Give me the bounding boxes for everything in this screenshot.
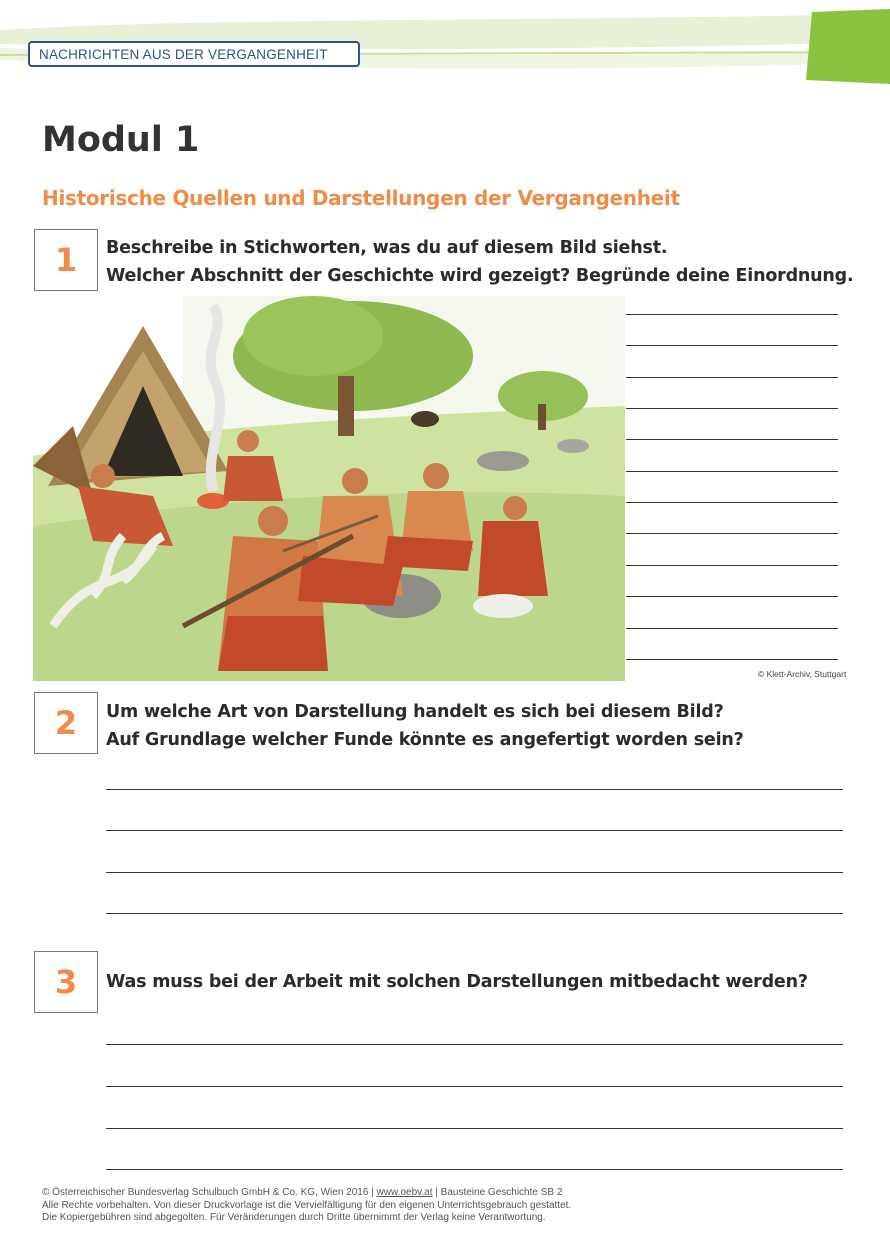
- answer-line[interactable]: [106, 913, 843, 914]
- answer-line[interactable]: [626, 659, 838, 660]
- page-title: Modul 1: [42, 120, 200, 160]
- footer-line-2: Alle Rechte vorbehalten. Von dieser Druckvorlage ist die Vervielfältigung für den eigenen Unterrichtsgebrauch gestattet.: [42, 1199, 572, 1211]
- answer-line[interactable]: [626, 439, 838, 440]
- answer-line[interactable]: [626, 628, 838, 629]
- task-2-line-1: Um welche Art von Darstellung handelt es sich bei diesem Bild?: [106, 702, 724, 722]
- header-label: NACHRICHTEN AUS DER VERGANGENHEIT: [28, 41, 360, 67]
- stone-age-illustration: [33, 296, 625, 681]
- footer-line-1: © Österreichischer Bundesverlag Schulbuch GmbH & Co. KG, Wien 2016 | www.oebv.at | Bausteine Geschichte SB 2: [42, 1187, 563, 1198]
- task-1-line-2: Welcher Abschnitt der Geschichte wird gezeigt? Begründe deine Einordnung.: [106, 266, 854, 286]
- task-number-2: 2: [34, 692, 98, 754]
- answer-line[interactable]: [626, 377, 838, 378]
- task-1-question: [106, 234, 853, 290]
- task-1-line-1: Beschreibe in Stichworten, was du auf diesem Bild siehst.: [106, 238, 668, 258]
- answer-line[interactable]: [626, 408, 838, 409]
- publisher-link[interactable]: www.oebv.at: [376, 1187, 433, 1198]
- task-2-line-2: Auf Grundlage welcher Funde könnte es angefertigt worden sein?: [106, 730, 744, 750]
- image-credit: © Klett-Archiv, Stuttgart: [758, 669, 847, 679]
- answer-line[interactable]: [626, 345, 838, 346]
- task-2-question: [106, 698, 744, 754]
- answer-line[interactable]: [626, 471, 838, 472]
- task-number-1: 1: [34, 229, 98, 291]
- answer-line[interactable]: [106, 872, 843, 873]
- answer-line[interactable]: [106, 1086, 843, 1087]
- answer-line[interactable]: [106, 830, 843, 831]
- answer-line[interactable]: [626, 502, 838, 503]
- task-3-line-1: Was muss bei der Arbeit mit solchen Darstellungen mitbedacht werden?: [106, 972, 808, 992]
- answer-line[interactable]: [106, 1044, 843, 1045]
- answer-line[interactable]: [626, 596, 838, 597]
- page-subtitle: Historische Quellen und Darstellungen der Vergangenheit: [42, 186, 680, 210]
- answer-line[interactable]: [626, 565, 838, 566]
- task-3-question: [106, 968, 808, 996]
- answer-line[interactable]: [626, 533, 838, 534]
- green-tab: [806, 9, 890, 84]
- answer-line[interactable]: [106, 789, 843, 790]
- footer-line-3: Die Kopiergebühren sind abgegolten. Für Veränderungen durch Dritte übernimmt der Verlag keine Verantwortung.: [42, 1212, 546, 1223]
- answer-line[interactable]: [626, 314, 838, 315]
- footer: [42, 1187, 571, 1225]
- answer-line[interactable]: [106, 1128, 843, 1129]
- task-number-3: 3: [34, 951, 98, 1013]
- answer-line[interactable]: [106, 1169, 843, 1170]
